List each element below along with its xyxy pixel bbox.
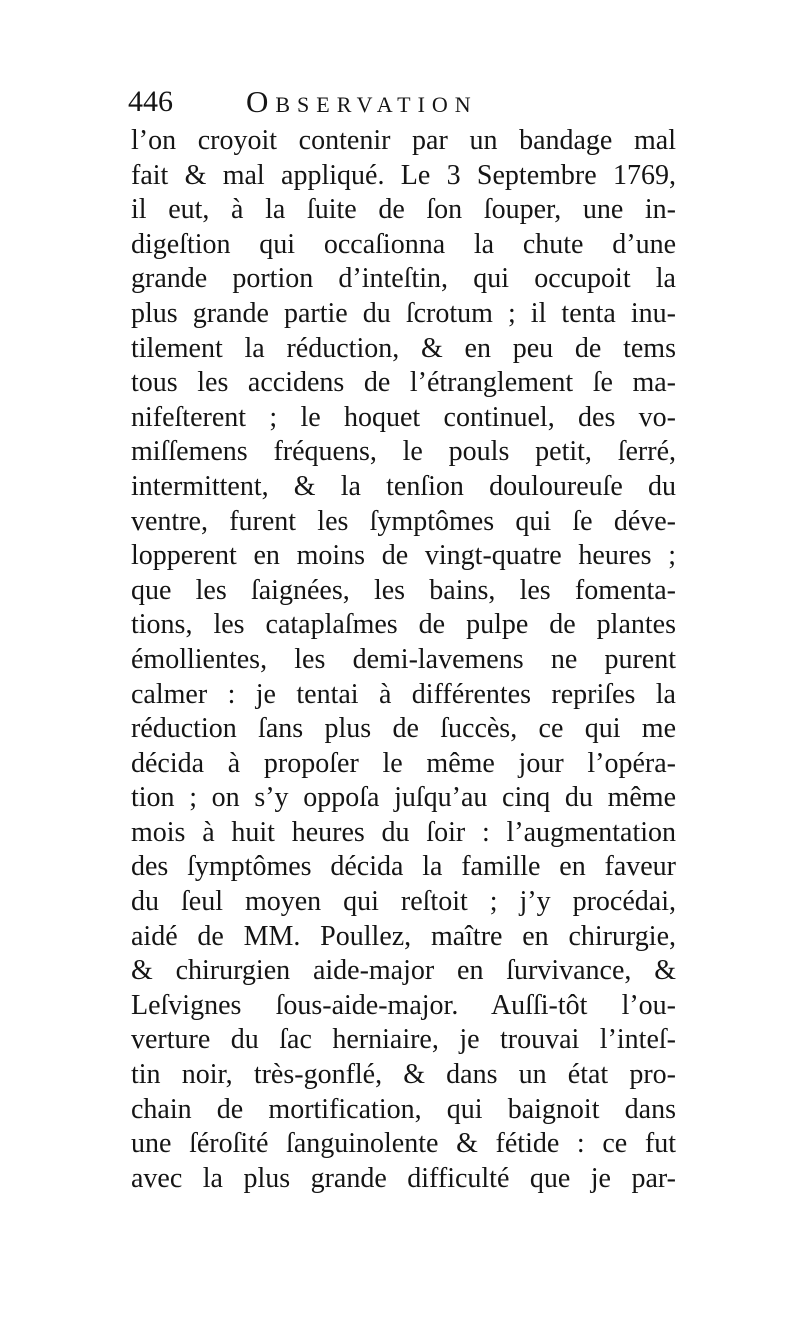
text-line-9: nifeſterent ; le hoquet continuel, des vo- xyxy=(131,401,676,433)
text-line-29: chain de mortification, qui baignoit dans xyxy=(131,1093,676,1125)
text-line-14: que les ſaignées, les bains, les fomenta- xyxy=(131,574,676,606)
text-line-3: il eut, à la ſuite de ſon ſouper, une in- xyxy=(131,194,676,226)
text-line-27: verture du ſac herniaire, je trouvai l’inteſ- xyxy=(131,1024,676,1056)
text-line-16: émollientes, les demi-lavemens ne purent xyxy=(131,643,676,675)
text-line-28: tin noir, très-gonflé, & dans un état pro- xyxy=(131,1059,676,1091)
text-line-26: Leſvignes ſous-aide-major. Auſſi-tôt l’ou- xyxy=(131,989,676,1021)
text-line-4: digeſtion qui occaſionna la chute d’une xyxy=(131,228,676,260)
text-line-24: aidé de MM. Poullez, maître en chirurgie, xyxy=(131,920,676,952)
running-title: Observation xyxy=(246,84,478,119)
text-line-5: grande portion d’inteſtin, qui occupoit la xyxy=(131,263,676,295)
text-line-12: ventre, furent les ſymptômes qui ſe déve- xyxy=(131,505,676,537)
body-text xyxy=(131,124,676,1196)
text-line-15: tions, les cataplaſmes de pulpe de plantes xyxy=(131,609,676,641)
text-line-30: une ſéroſité ſanguinolente & fétide : ce fut xyxy=(131,1128,676,1160)
text-line-1: l’on croyoit contenir par un bandage mal xyxy=(131,125,676,156)
text-line-18: réduction ſans plus de ſuccès, ce qui me xyxy=(131,713,676,745)
text-line-6: plus grande partie du ſcrotum ; il tenta inu- xyxy=(131,297,676,329)
text-line-20: tion ; on s’y oppoſa juſqu’au cinq du même xyxy=(131,782,676,814)
text-line-10: miſſemens fréquens, le pouls petit, ſerré, xyxy=(131,436,676,468)
running-head xyxy=(128,82,688,122)
text-line-13: lopperent en moins de vingt-quatre heures ; xyxy=(131,540,676,572)
page-number: 446 xyxy=(128,85,173,118)
text-line-22: des ſymptômes décida la famille en faveur xyxy=(131,851,676,883)
text-line-19: décida à propoſer le même jour l’opéra- xyxy=(131,747,676,779)
text-line-2: fait & mal appliqué. Le 3 Septembre 1769, xyxy=(131,159,676,191)
text-line-21: mois à huit heures du ſoir : l’augmentation xyxy=(131,816,676,848)
text-line-23: du ſeul moyen qui reſtoit ; j’y procédai, xyxy=(131,886,676,918)
text-line-31: avec la plus grande difficulté que je par- xyxy=(131,1162,676,1194)
text-line-8: tous les accidens de l’étranglement ſe ma- xyxy=(131,367,676,399)
text-line-17: calmer : je tentai à différentes repriſes la xyxy=(131,678,676,710)
text-line-11: intermittent, & la tenſion douloureuſe du xyxy=(131,470,676,502)
text-line-7: tilement la réduction, & en peu de tems xyxy=(131,332,676,364)
text-line-25: & chirurgien aide-major en ſurvivance, & xyxy=(131,955,676,987)
